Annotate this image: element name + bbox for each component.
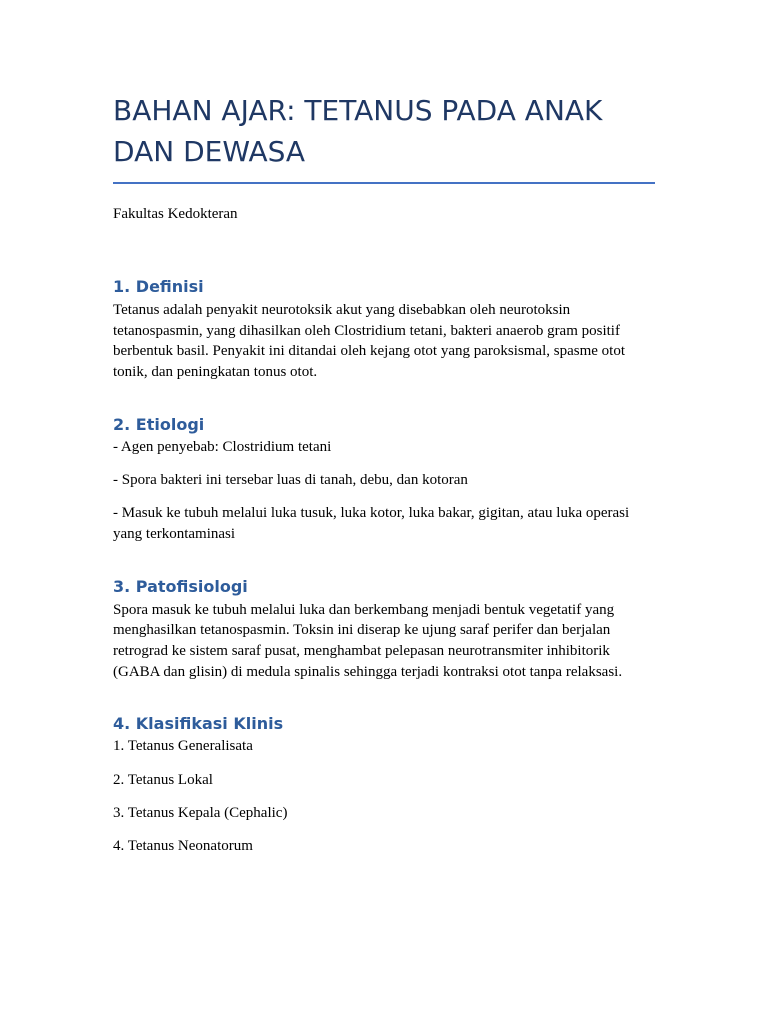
section-paragraph: Tetanus adalah penyakit neurotoksik akut yang disebabkan oleh neurotoksin tetanospasmin, yang dihasilkan oleh Clostridium tetani, bakteri anaerob gram positif berbentuk basil. Penyakit ini ditandai oleh kejang otot yang paroksismal, spasme otot tonik, dan peningkatan tonus otot. [113,302,625,381]
title-divider [113,182,655,184]
document-title: BAHAN AJAR: TETANUS PADA ANAK DAN DEWASA [113,94,603,168]
klasifikasi-list [113,736,658,856]
section-patofisiologi [113,576,658,683]
section-heading: 2. Etiologi [113,414,205,434]
list-item: - Agen penyebab: Clostridium tetani [113,438,332,455]
list-item: - Spora bakteri ini tersebar luas di tanah, debu, dan kotoran [113,472,468,489]
list-item: 1. Tetanus Generalisata [113,738,253,755]
document-subtitle: Fakultas Kedokteran [113,206,238,222]
section-heading: 3. Patofisiologi [113,576,248,596]
etiologi-list [113,437,658,545]
section-klasifikasi-klinis [113,713,658,856]
list-item: 2. Tetanus Lokal [113,771,213,788]
list-item: 4. Tetanus Neonatorum [113,838,253,855]
section-paragraph: Spora masuk ke tubuh melalui luka dan berkembang menjadi bentuk vegetatif yang menghasilkan tetanospasmin. Toksin ini diserap ke ujung saraf perifer dan berjalan retrograd ke sistem saraf pusat, menghambat pelepasan neurotransmiter inhibitorik (GABA dan glisin) di medula spinalis sehingga terjadi kontraksi otot tanpa relaksasi. [113,601,623,680]
document-page [113,90,658,857]
section-definisi [113,276,658,383]
section-etiologi [113,414,658,545]
section-heading: 4. Klasifikasi Klinis [113,714,284,734]
section-heading: 1. Definisi [113,277,204,296]
list-item: - Masuk ke tubuh melalui luka tusuk, luka kotor, luka bakar, gigitan, atau luka operasi yang terkontaminasi [113,505,630,542]
list-item: 3. Tetanus Kepala (Cephalic) [113,804,288,821]
